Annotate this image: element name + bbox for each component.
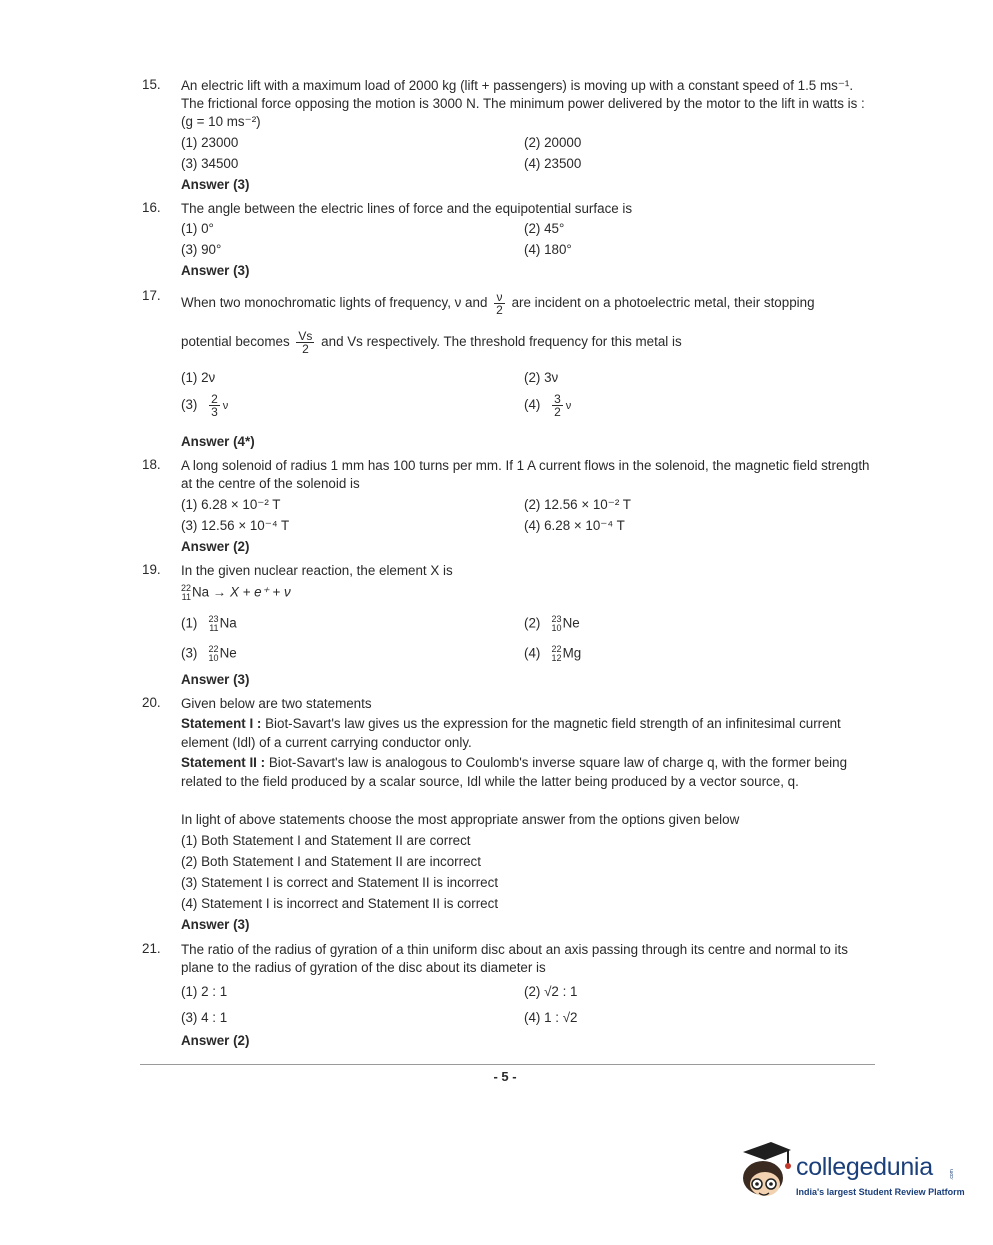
option-3: (3) 4 : 1 [181, 1010, 228, 1025]
option-2: (2) 3ν [524, 370, 559, 385]
option-3: (3) 22 10 Ne [181, 644, 237, 663]
fraction-vs-over-2: $\frac{Vs}{2}$ [298, 329, 313, 356]
question-number: 18. [142, 457, 161, 472]
question-text: The angle between the electric lines of force and the equipotential surface is [181, 201, 633, 216]
answer: Answer (2) [181, 1033, 250, 1048]
answer: Answer (4*) [181, 434, 255, 449]
option-1: (1) 23000 [181, 135, 239, 150]
option-4: (4) $\frac{3}{2}$ ν [524, 392, 572, 419]
option-2: (2) 23 10 Ne [524, 614, 580, 633]
question-number: 21. [142, 941, 161, 956]
option-2: (2) 12.56 × 10⁻² T [524, 497, 631, 512]
option-1: (1) 2 : 1 [181, 984, 228, 999]
option-2: (2) 45° [524, 221, 565, 236]
question-number: 15. [142, 77, 161, 92]
option-4: (4) 6.28 × 10⁻⁴ T [524, 518, 625, 533]
page-number: - 5 - [493, 1069, 517, 1084]
brand-tagline: India's largest Student Review Platform [796, 1187, 965, 1197]
question-number: 17. [142, 288, 161, 303]
statement-2: Statement II : Biot-Savart's law is analogous to Coulomb's inverse square law of charge q, with the former being related to the field produced by a scalar source, Idl while the latter being produced by a vector source, q. [181, 755, 848, 789]
option-3: (3) Statement I is correct and Statement II is incorrect [181, 875, 499, 890]
option-3: (3) 12.56 × 10⁻⁴ T [181, 518, 290, 533]
answer: Answer (3) [181, 263, 250, 278]
option-2: (2) 20000 [524, 135, 582, 150]
option-2: (2) Both Statement I and Statement II are incorrect [181, 854, 481, 869]
question-16 [142, 200, 874, 278]
question-text: In the given nuclear reaction, the element X is [181, 563, 453, 578]
answer: Answer (3) [181, 672, 250, 687]
question-number: 19. [142, 562, 161, 577]
option-1: (1) 23 11 Na [181, 614, 237, 633]
question-18 [142, 457, 874, 554]
option-4: (4) 23500 [524, 156, 582, 171]
footer-divider [140, 1064, 875, 1065]
option-4: (4) 22 12 Mg [524, 644, 582, 663]
answer: Answer (3) [181, 917, 250, 932]
question-21 [142, 941, 874, 1048]
question-text: The ratio of the radius of gyration of a thin uniform disc about an axis passing through its centre and normal to its plane to the radius of gyration of the disc about its diameter is [181, 942, 848, 975]
answer: Answer (2) [181, 539, 250, 554]
question-20 [142, 695, 874, 932]
question-text: An electric lift with a maximum load of 2000 kg (lift + passengers) is moving up with a constant speed of 1.5 ms⁻¹. The frictional force opposing the motion is 3000 N. The minimum power delivered by the motor to the lift in watts is : (g = 10 ms⁻²) [181, 78, 865, 129]
nuclear-reaction: 22 11 Na → X + e⁺ + ν [181, 583, 291, 602]
svg-text:.com: .com [949, 1169, 955, 1180]
answer: Answer (3) [181, 177, 250, 192]
question-number: 20. [142, 695, 161, 710]
question-15 [142, 77, 874, 192]
option-4: (4) Statement I is incorrect and Statement II is correct [181, 896, 499, 911]
option-1: (1) Both Statement I and Statement II are correct [181, 833, 471, 848]
brand-name: collegedunia [796, 1153, 933, 1181]
question-prompt: In light of above statements choose the most appropriate answer from the options given below [181, 812, 740, 827]
question-text-line-1: When two monochromatic lights of frequency, ν and $\frac{\nu}{2}$ are incident on a photoelectric metal, their stopping [181, 290, 815, 317]
option-2: (2) √2 : 1 [524, 984, 578, 999]
option-3: (3) 34500 [181, 156, 239, 171]
option-4: (4) 1 : √2 [524, 1010, 578, 1025]
option-3: (3) $\frac{2}{3}$ ν [181, 392, 229, 419]
option-1: (1) 2ν [181, 370, 216, 385]
option-4: (4) 180° [524, 242, 572, 257]
question-intro: Given below are two statements [181, 696, 372, 711]
question-19 [142, 562, 874, 687]
fraction-nu-over-2: $\frac{\nu}{2}$ [496, 290, 503, 317]
option-3: (3) 90° [181, 242, 222, 257]
question-text: A long solenoid of radius 1 mm has 100 turns per mm. If 1 A current flows in the solenoid, the magnetic field strength at the centre of the solenoid is [181, 458, 870, 491]
option-1: (1) 6.28 × 10⁻² T [181, 497, 281, 512]
statement-1: Statement I : Biot-Savart's law gives us the expression for the magnetic field strength of an infinitesimal current element (Idl) of a current carrying conductor only. [181, 716, 841, 750]
question-text-line-2: potential becomes $\frac{Vs}{2}$ and Vs respectively. The threshold frequency for this metal is [181, 329, 682, 356]
option-1: (1) 0° [181, 221, 214, 236]
question-number: 16. [142, 200, 161, 215]
